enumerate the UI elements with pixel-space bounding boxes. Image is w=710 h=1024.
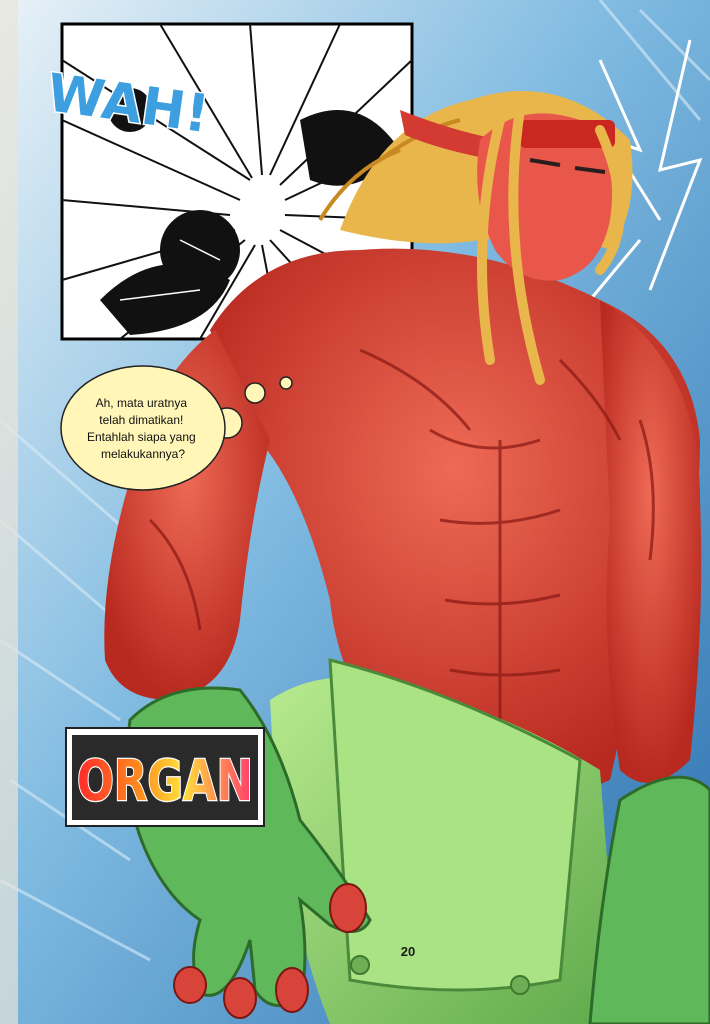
title-logo-text: ORGAN (77, 749, 253, 814)
page-gutter (0, 0, 18, 1024)
sfx-text: WAH! (43, 63, 213, 146)
page-number: 20 (400, 944, 416, 959)
speech-line: melakukannya? (100, 447, 186, 461)
speech-line: Entahlah siapa yang (86, 430, 196, 444)
speech-line: telah dimatikan! (99, 413, 184, 427)
title-logo (66, 728, 264, 826)
speech-line: Ah, mata uratnya (95, 396, 188, 410)
